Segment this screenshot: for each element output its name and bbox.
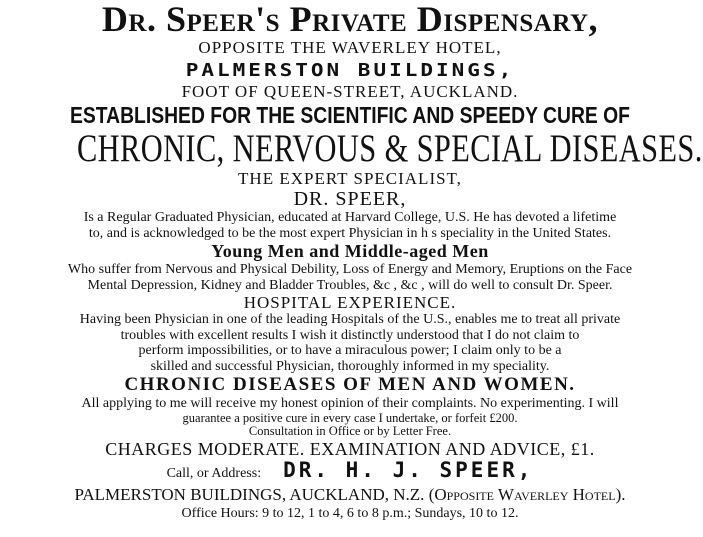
hospital-heading: HOSPITAL EXPERIENCE.	[243, 293, 457, 312]
expert-line: THE EXPERT SPECIALIST,	[238, 169, 462, 188]
buildings-line: PALMERSTON BUILDINGS,	[185, 59, 515, 81]
hospital-line-2: troubles with excellent results I wish it distinctly understood that I do not claim to	[120, 327, 580, 343]
charges-line: CHARGES MODERATE. EXAMINATION AND ADVICE, £1.	[105, 438, 595, 459]
chronic-men-heading: CHRONIC DISEASES OF MEN AND WOMEN.	[124, 374, 576, 395]
ad-title: Dr. Speer's Private Dispensary,	[101, 0, 599, 39]
diseases-heading: CHRONIC, NERVOUS & SPECIAL DISEASES.	[77, 127, 703, 170]
suffer-line-2: Mental Depression, Kidney and Bladder Troubles, &c , &c , will do well to consult Dr. Speer.	[87, 277, 613, 293]
office-hours: Office Hours: 9 to 12, 1 to 4, 6 to 8 p.m.; Sundays, 10 to 12.	[181, 505, 519, 521]
established-line: ESTABLISHED FOR THE SCIENTIFIC AND SPEEDY CURE OF	[70, 102, 630, 128]
doctor-name: DR. SPEER,	[293, 188, 407, 210]
location-line-2: FOOT OF QUEEN-STREET, AUCKLAND.	[181, 82, 519, 101]
address-line	[0, 485, 700, 505]
address-main: PALMERSTON BUILDINGS, AUCKLAND, N.Z.	[74, 484, 429, 504]
call-row	[0, 459, 700, 485]
address-parenthetical: (Opposite Waverley Hotel).	[428, 484, 626, 504]
intro-line-2: to, and is acknowledged to be the most expert Physician in h s speciality in the United States.	[88, 225, 612, 241]
apply-line-2: guarantee a positive cure in every case I undertake, or forfeit £200.	[182, 410, 518, 425]
apply-line-1: All applying to me will receive my honest opinion of their complaints. No experimenting. I will	[81, 396, 619, 411]
call-doctor-name: DR. H. J. SPEER,	[283, 457, 534, 482]
hospital-line-1: Having been Physician in one of the leading Hospitals of the U.S., enables me to treat all private	[79, 312, 621, 327]
consultation-line: Consultation in Office or by Letter Free.	[248, 424, 452, 438]
call-label: Call, or Address:	[166, 465, 262, 481]
location-line-1: OPPOSITE THE WAVERLEY HOTEL,	[198, 38, 502, 57]
hospital-line-4: skilled and successful Physician, thoroughly informed in my speciality.	[150, 358, 550, 374]
young-men-heading: Young Men and Middle-aged Men	[211, 241, 489, 261]
hospital-line-3: perform impossibilities, or to have a miraculous power; I claim only to be a	[138, 343, 562, 358]
suffer-line-1: Who suffer from Nervous and Physical Debility, Loss of Energy and Memory, Eruptions on the Face	[67, 262, 633, 277]
intro-line-1: Is a Regular Graduated Physician, educated at Harvard College, U.S. He has devoted a lifetime	[83, 210, 617, 225]
